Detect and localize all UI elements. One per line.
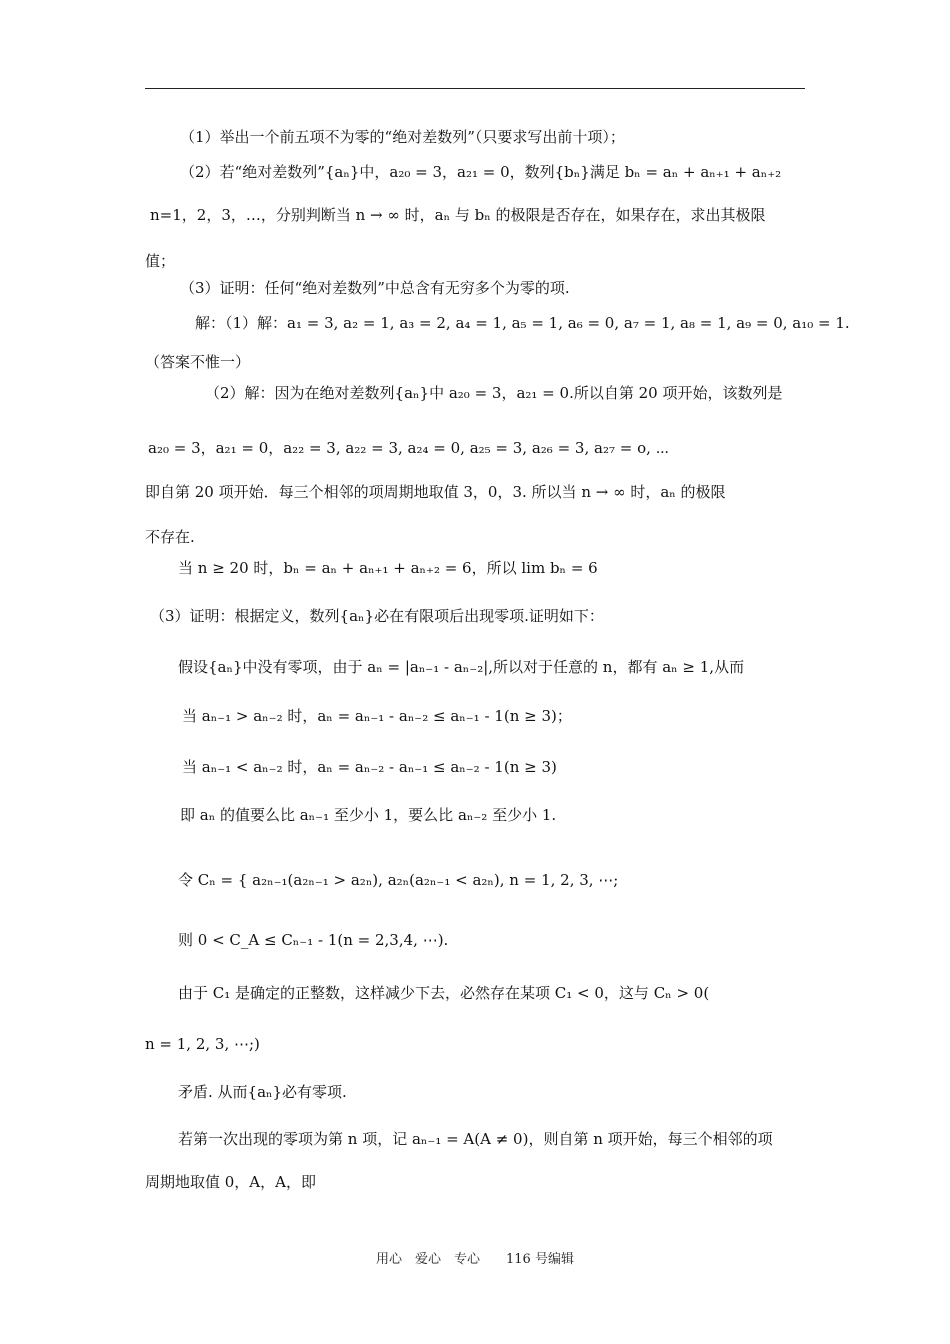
line-15: 当 aₙ₋₁ > aₙ₋₂ 时，aₙ = aₙ₋₁ - aₙ₋₂ ≤ aₙ₋₁ - 1(n ≥ 3)； — [182, 707, 572, 725]
line-7: （答案不惟一） — [145, 353, 251, 371]
line-17: 即 aₙ 的值要么比 aₙ₋₁ 至少小 1，要么比 aₙ₋₂ 至少小 1. — [180, 806, 557, 824]
line-2: （2）若“绝对差数列”{aₙ}中，a₂₀ = 3，a₂₁ = 0，数列{bₙ}满足 bₙ = aₙ + aₙ₊₁ + aₙ₊₂ — [180, 163, 782, 181]
line-4: 值； — [145, 252, 176, 270]
line-21: n = 1, 2, 3, ⋯;) — [145, 1035, 260, 1053]
line-1: （1）举出一个前五项不为零的“绝对差数列”（只要求写出前十项）； — [180, 128, 625, 146]
line-11: 不存在. — [145, 528, 195, 546]
line-12: 当 n ≥ 20 时，bₙ = aₙ + aₙ₊₁ + aₙ₊₂ = 6，所以 lim bₙ = 6 — [178, 559, 598, 577]
line-19: 则 0 < C_A ≤ Cₙ₋₁ - 1(n = 2,3,4, ⋯). — [178, 931, 449, 949]
page-footer: 用心 爱心 专心 116 号编辑 — [376, 1252, 574, 1267]
line-3: n=1，2，3，…，分别判断当 n → ∞ 时，aₙ 与 bₙ 的极限是否存在，如果存在，求出其极限 — [150, 206, 766, 224]
line-8: （2）解：因为在绝对差数列{aₙ}中 a₂₀ = 3，a₂₁ = 0.所以自第 20 项开始，该数列是 — [205, 384, 783, 402]
line-5: （3）证明：任何“绝对差数列”中总含有无穷多个为零的项. — [180, 279, 570, 297]
line-22: 矛盾. 从而{aₙ}必有零项. — [178, 1083, 347, 1101]
line-16: 当 aₙ₋₁ < aₙ₋₂ 时，aₙ = aₙ₋₂ - aₙ₋₁ ≤ aₙ₋₂ - 1(n ≥ 3) — [182, 758, 557, 776]
line-20: 由于 C₁ 是确定的正整数，这样减少下去，必然存在某项 C₁ < 0，这与 Cₙ > 0( — [178, 984, 710, 1002]
header-rule — [145, 88, 805, 89]
line-18: 令 Cₙ = { a₂ₙ₋₁(a₂ₙ₋₁ > a₂ₙ), a₂ₙ(a₂ₙ₋₁ < a₂ₙ), n = 1, 2, 3, ⋯; — [178, 871, 619, 889]
line-6: 解：（1）解：a₁ = 3, a₂ = 1, a₃ = 2, a₄ = 1, a₅ = 1, a₆ = 0, a₇ = 1, a₈ = 1, a₉ = 0, a₁₀ = 1. — [195, 314, 850, 332]
line-13: （3）证明：根据定义，数列{aₙ}必在有限项后出现零项.证明如下： — [150, 607, 604, 625]
line-10: 即自第 20 项开始．每三个相邻的项周期地取值 3，0，3. 所以当 n → ∞ 时，aₙ 的极限 — [145, 483, 726, 501]
line-24: 周期地取值 0，A，A，即 — [145, 1173, 316, 1191]
line-9: a₂₀ = 3，a₂₁ = 0，a₂₂ = 3, a₂₂ = 3, a₂₄ = 0, a₂₅ = 3, a₂₆ = 3, a₂₇ = o, ⋯ — [148, 439, 670, 457]
line-23: 若第一次出现的零项为第 n 项，记 aₙ₋₁ = A(A ≠ 0)，则自第 n 项开始，每三个相邻的项 — [178, 1130, 773, 1148]
line-14: 假设{aₙ}中没有零项，由于 aₙ = |aₙ₋₁ - aₙ₋₂|,所以对于任意的 n，都有 aₙ ≥ 1,从而 — [178, 658, 745, 676]
